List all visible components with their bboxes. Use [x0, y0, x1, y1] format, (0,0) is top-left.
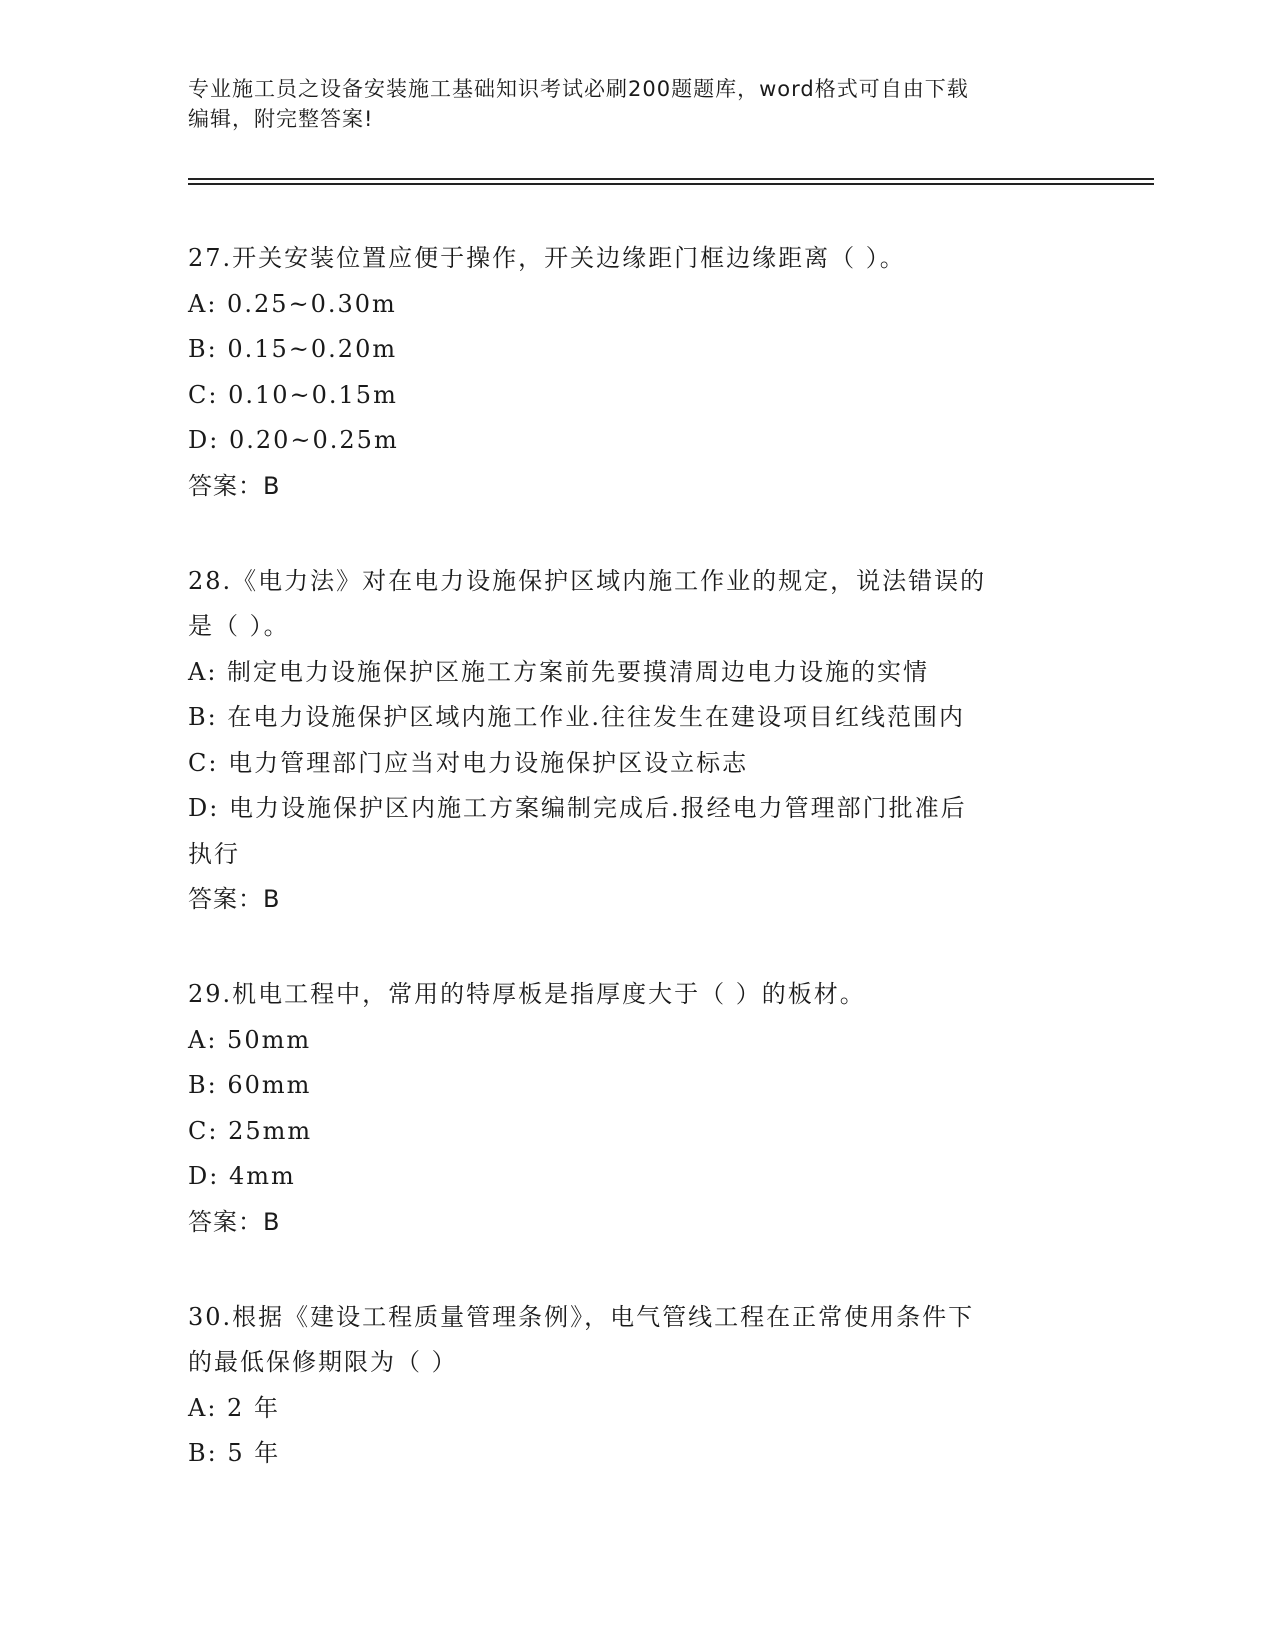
- question-stem-line-1: 30.根据《建设工程质量管理条例》，电气管线工程在正常使用条件下: [188, 1302, 975, 1331]
- header-divider-bottom: [188, 183, 1154, 185]
- question-stem: 27.开关安装位置应便于操作，开关边缘距门框边缘距离（ ）。: [188, 244, 906, 272]
- option-d-line-2: 执行: [188, 839, 240, 868]
- option-d: D: 0.20~0.25m: [188, 426, 399, 454]
- header-divider-top: [188, 178, 1154, 180]
- option-d: D: 4mm: [188, 1162, 296, 1190]
- option-b: B: 在电力设施保护区域内施工作业.往往发生在建设项目红线范围内: [188, 703, 965, 731]
- question-27: [188, 236, 1088, 509]
- answer: 答案：B: [188, 885, 281, 913]
- header-title-line-1: 专业施工员之设备安装施工基础知识考试必刷200题题库，word格式可自由下载: [188, 77, 969, 101]
- question-30: [188, 1295, 1088, 1477]
- option-a: A: 2 年: [188, 1393, 280, 1422]
- option-b: B: 60mm: [188, 1071, 312, 1099]
- question-stem: 29.机电工程中，常用的特厚板是指厚度大于（ ）的板材。: [188, 980, 866, 1008]
- option-b: B: 0.15~0.20m: [188, 335, 398, 363]
- header-title-line-2: 编辑，附完整答案!: [188, 107, 374, 131]
- option-a: A: 0.25~0.30m: [188, 289, 397, 318]
- option-a: A: 50mm: [188, 1025, 312, 1054]
- option-d-line-1: D: 电力设施保护区内施工方案编制完成后.报经电力管理部门批准后: [188, 794, 967, 822]
- question-29: [188, 972, 1088, 1245]
- option-c: C: 25mm: [188, 1116, 313, 1145]
- question-stem-line-2: 是（ ）。: [188, 612, 290, 640]
- question-stem-line-1: 28.《电力法》对在电力设施保护区域内施工作业的规定，说法错误的: [188, 566, 987, 595]
- option-a: A: 制定电力设施保护区施工方案前先要摸清周边电力设施的实情: [188, 657, 930, 686]
- question-list: [188, 236, 1088, 1527]
- option-b: B: 5 年: [188, 1439, 281, 1467]
- document-header: [188, 74, 1088, 134]
- option-c: C: 电力管理部门应当对电力设施保护区设立标志: [188, 748, 749, 777]
- option-c: C: 0.10~0.15m: [188, 380, 398, 409]
- question-28: [188, 559, 1088, 923]
- answer: 答案：B: [188, 471, 281, 500]
- answer: 答案：B: [188, 1207, 281, 1236]
- question-stem-line-2: 的最低保修期限为（ ）: [188, 1348, 458, 1376]
